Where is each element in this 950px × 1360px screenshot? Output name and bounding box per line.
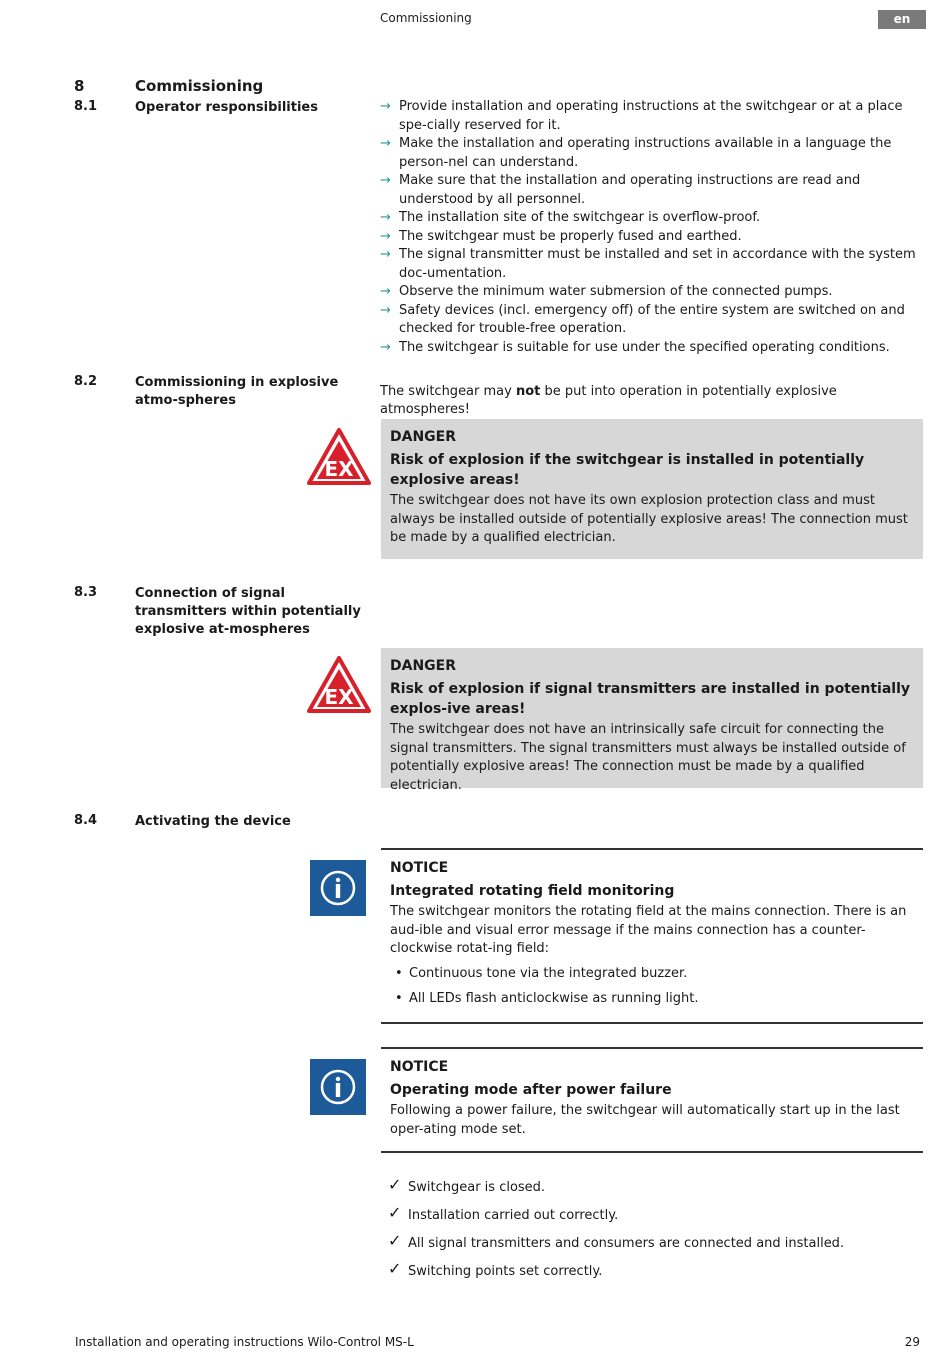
list-item: → Provide installation and operating instructions at the switchgear or at a place spe-cially reserved for it.	[380, 99, 903, 133]
footer-document-title: Installation and operating instructions Wilo-Control MS-L	[75, 1335, 414, 1349]
danger-text: The switchgear does not have its own explosion protection class and must always be installed outside of potentially explosive areas! The connection must be made by a qualified electrician.	[390, 493, 908, 545]
danger-heading: Risk of explosion if the switchgear is installed in potentially explosive areas!	[390, 452, 865, 488]
arrow-icon: →	[380, 136, 391, 151]
list-item: → The signal transmitter must be installed and set in accordance with the system doc-umentation.	[380, 247, 916, 281]
list-item: → Safety devices (incl. emergency off) of the entire system are switched on and checked for trouble-free operation.	[380, 302, 905, 336]
arrow-icon: →	[380, 228, 391, 244]
checklist-item: ✓ Installation carried out correctly.	[388, 1203, 619, 1223]
arrow-icon: →	[380, 173, 391, 188]
section-title: Connection of signal transmitters within potentially explosive at-mospheres	[135, 586, 361, 637]
chapter-number: 8	[74, 77, 85, 95]
notice-heading: Integrated rotating field monitoring	[390, 883, 675, 899]
arrow-icon: →	[380, 284, 391, 299]
checkmark-icon: ✓	[388, 1203, 402, 1222]
info-icon	[310, 1059, 366, 1115]
section-number: 8.4	[74, 813, 98, 828]
notice-label: NOTICE	[390, 1059, 449, 1075]
arrow-icon: →	[380, 99, 391, 114]
danger-label: DANGER	[390, 658, 457, 674]
checkmark-icon: ✓	[388, 1231, 402, 1250]
list-item: → Observe the minimum water submersion of the connected pumps.	[380, 283, 920, 302]
notice-text: The switchgear monitors the rotating field at the mains connection. There is an aud-ible and visual error message if the mains connection has a counter-clockwise rotat-ing field:	[390, 904, 907, 956]
page-number: 29	[904, 1335, 920, 1349]
danger-box	[381, 648, 923, 793]
list-item: → Make the installation and operating instructions available in a language the person-nel can understand.	[380, 136, 892, 170]
checklist-item: ✓ All signal transmitters and consumers are connected and installed.	[388, 1231, 845, 1251]
explosion-warning-icon	[306, 427, 372, 487]
notice-list	[390, 965, 914, 1008]
list-item: → The switchgear is suitable for use under the specified operating conditions.	[380, 339, 920, 358]
responsibilities-list	[380, 98, 920, 357]
arrow-icon: →	[380, 339, 391, 355]
section-title: Activating the device	[135, 814, 291, 829]
danger-heading: Risk of explosion if signal transmitters are installed in potentially explos-ive areas!	[390, 681, 911, 717]
arrow-icon: →	[380, 210, 391, 225]
svg-text:EX: EX	[324, 685, 354, 709]
list-item: → The switchgear must be properly fused and earthed.	[380, 228, 920, 247]
danger-label: DANGER	[390, 429, 457, 445]
notice-text: Following a power failure, the switchgear will automatically start up in the last oper-ating mode set.	[390, 1103, 900, 1137]
list-item: → Make sure that the installation and operating instructions are read and understood by all personnel.	[380, 173, 861, 207]
notice-label: NOTICE	[390, 860, 449, 876]
checklist	[388, 1175, 908, 1290]
info-icon	[310, 860, 366, 916]
explosion-warning-icon	[306, 655, 372, 715]
list-item: → The installation site of the switchgear is overflow-proof.	[380, 209, 920, 228]
list-item: • All LEDs flash anticlockwise as running light.	[395, 990, 699, 1006]
checklist-item: ✓ Switchgear is closed.	[388, 1175, 546, 1195]
section-title: Commissioning in explosive atmo-spheres	[135, 375, 339, 408]
page-header-title: Commissioning	[380, 11, 472, 25]
section-number: 8.3	[74, 585, 98, 600]
notice-heading: Operating mode after power failure	[390, 1082, 672, 1098]
list-item: • Continuous tone via the integrated buzzer.	[395, 965, 688, 981]
chapter-title: Commissioning	[135, 77, 264, 95]
section-title: Operator responsibilities	[135, 100, 318, 115]
arrow-icon: →	[380, 247, 391, 262]
language-badge: en	[878, 10, 926, 29]
svg-text:EX: EX	[324, 457, 354, 481]
danger-box	[381, 419, 923, 559]
section-number: 8.1	[74, 99, 98, 114]
notice-box	[381, 848, 923, 1024]
notice-box	[381, 1047, 923, 1153]
explosive-atmosphere-note: The switchgear may not be put into operation in potentially explosive atmospheres!	[380, 384, 837, 417]
danger-text: The switchgear does not have an intrinsically safe circuit for connecting the signal transmitters. The signal transmitters must always be installed outside of potentially explosive areas! The connection must be made by a qualified electrician.	[390, 722, 906, 793]
checkmark-icon: ✓	[388, 1259, 402, 1278]
checkmark-icon: ✓	[388, 1175, 402, 1194]
arrow-icon: →	[380, 302, 391, 318]
checklist-item: ✓ Switching points set correctly.	[388, 1259, 603, 1279]
section-number: 8.2	[74, 374, 98, 389]
